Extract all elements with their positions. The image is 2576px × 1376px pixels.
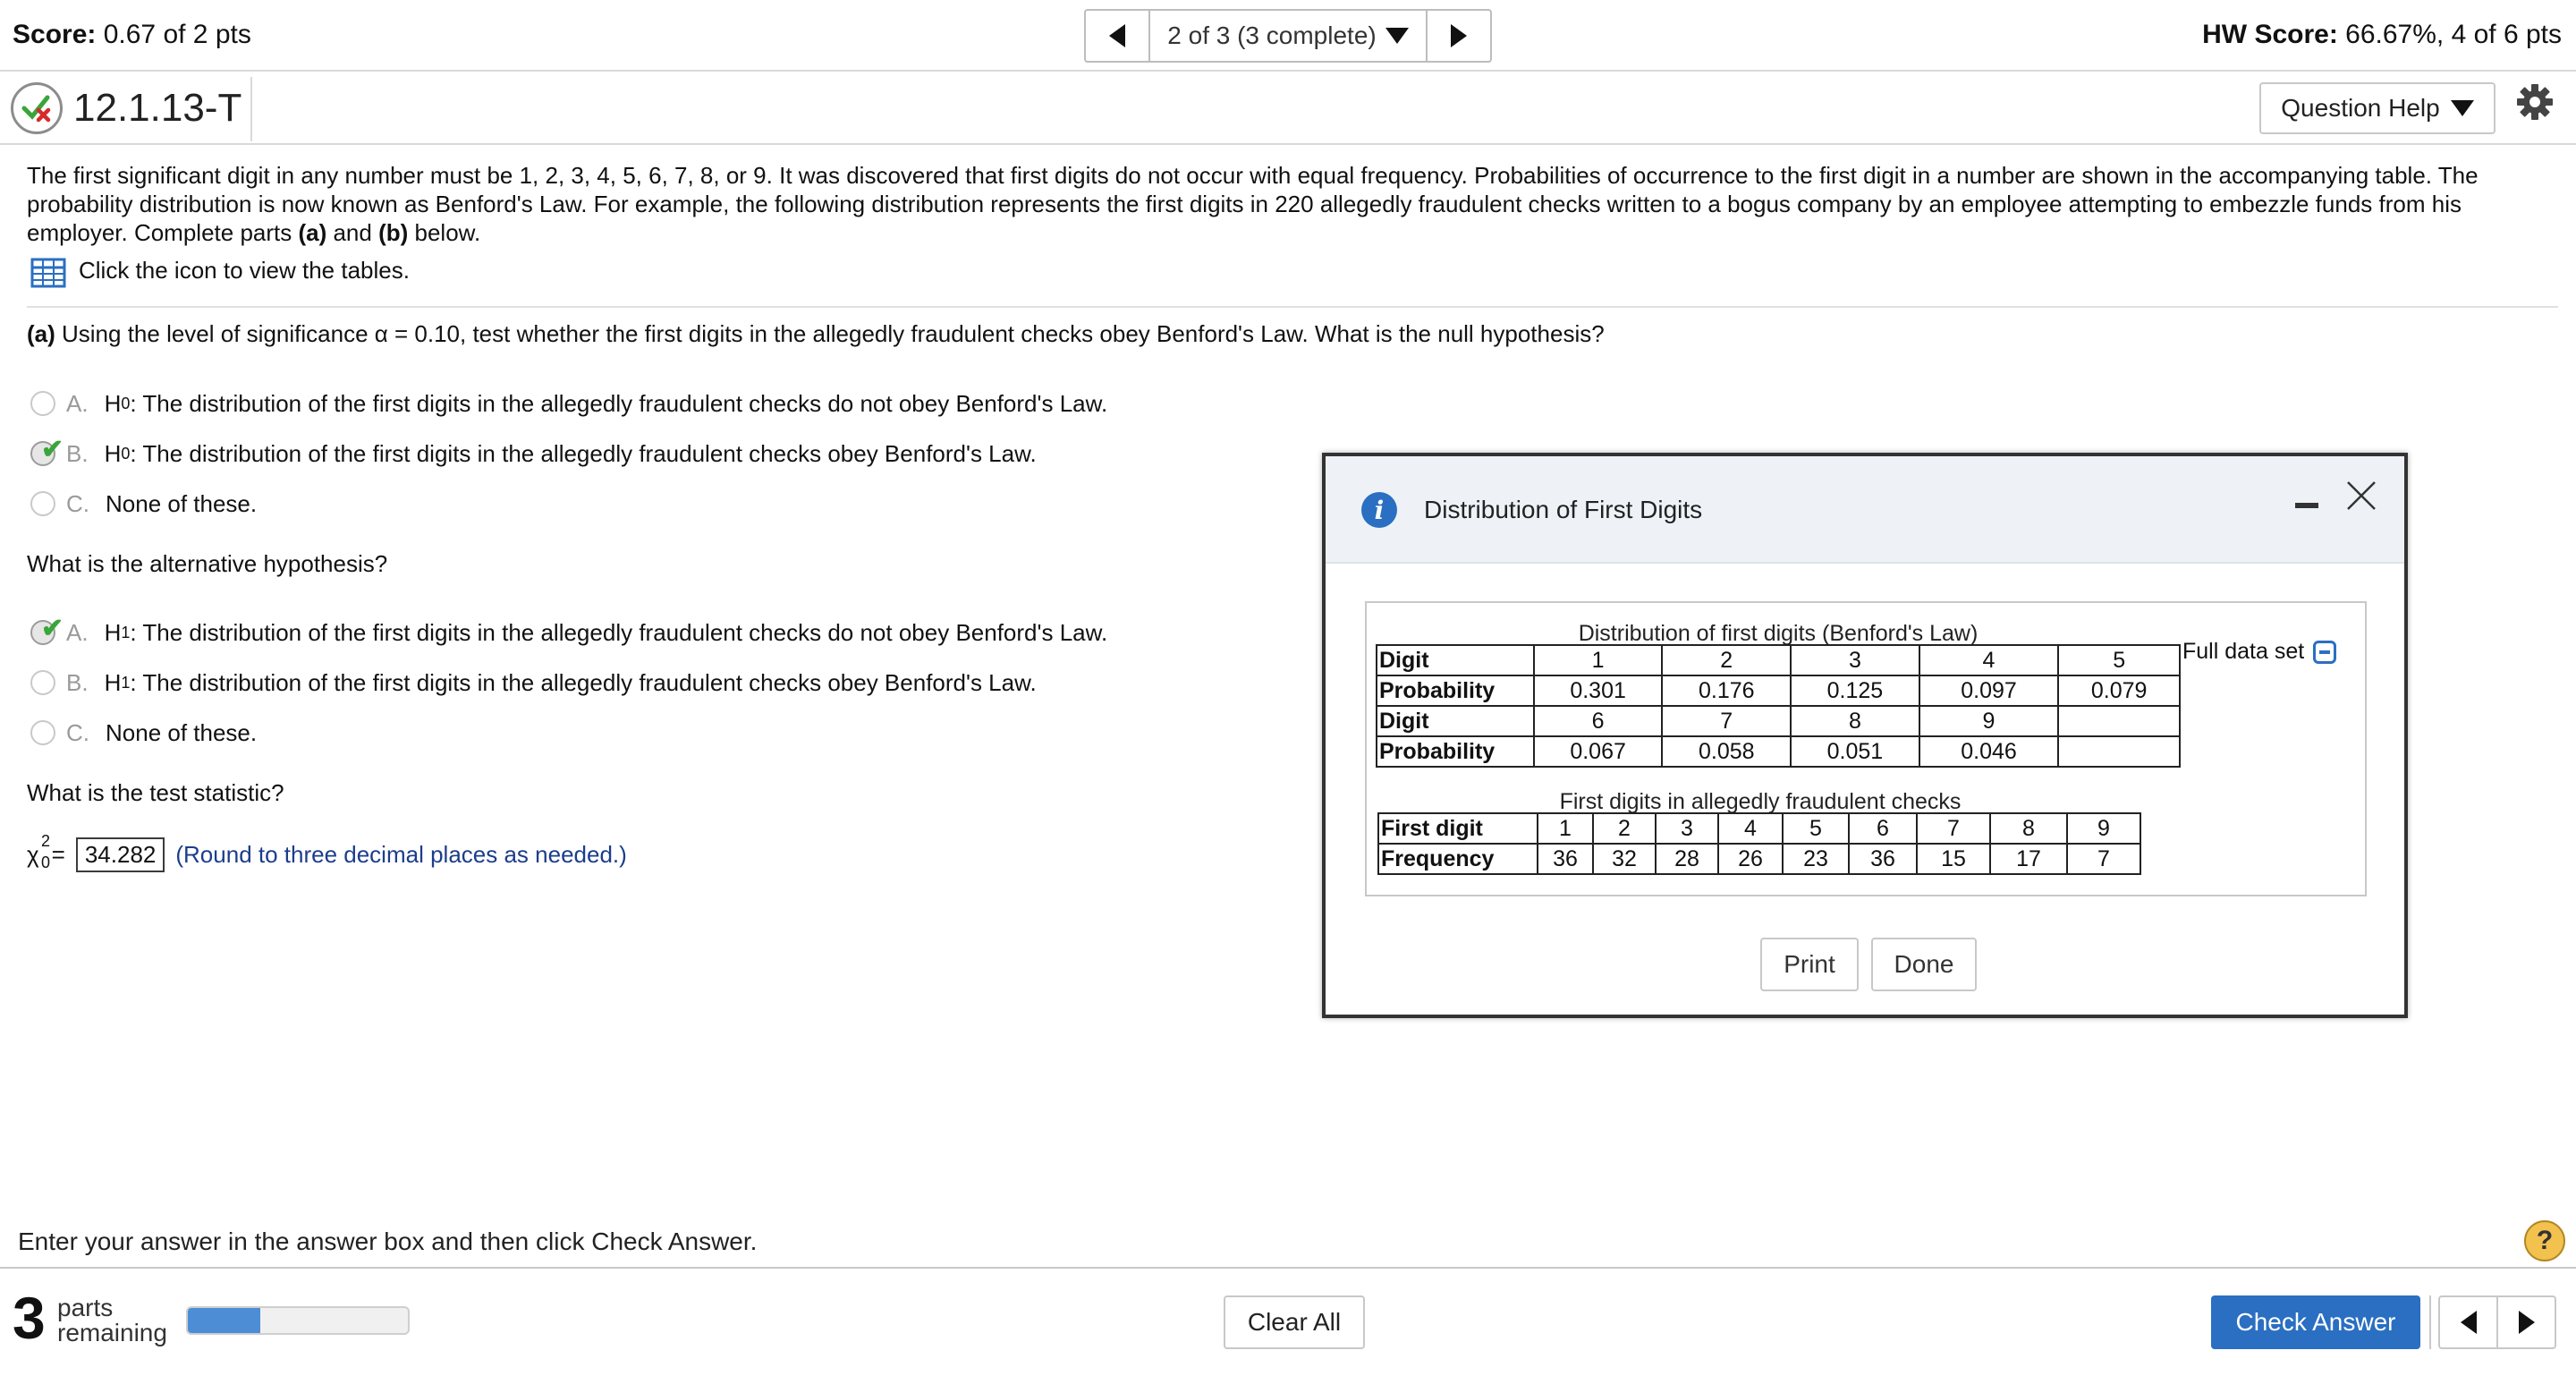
table-cell: 36 xyxy=(1849,844,1917,874)
option-h: H xyxy=(104,389,122,417)
table-cell: 3 xyxy=(1656,813,1718,844)
option-h: H xyxy=(104,439,122,467)
dialog-title: Distribution of First Digits xyxy=(1424,496,1703,523)
table-cell: Probability xyxy=(1377,736,1534,767)
test-statistic-answer-box[interactable]: 34.282 xyxy=(76,837,165,872)
option-text: : The distribution of the first digits in the allegedly fraudulent checks do not obey Benford's Law. xyxy=(130,618,1108,646)
table-cell: 23 xyxy=(1783,844,1849,874)
alt-option-a[interactable] xyxy=(30,614,1108,648)
table-cell: Digit xyxy=(1377,645,1534,675)
table-cell: 7 xyxy=(1662,706,1791,736)
table-row xyxy=(1377,645,2180,675)
rounding-note: (Round to three decimal places as needed.) xyxy=(175,841,627,868)
previous-question-button[interactable] xyxy=(2440,1297,2496,1347)
question-id: 12.1.13-T xyxy=(73,86,242,130)
radio-button[interactable] xyxy=(30,670,55,695)
hw-score-value: 66.67%, 4 of 6 pts xyxy=(2345,20,2562,49)
print-button[interactable]: Print xyxy=(1760,938,1859,991)
table-cell: 15 xyxy=(1917,844,1990,874)
table-cell: 2 xyxy=(1662,645,1791,675)
parts-remaining-count: 3 xyxy=(13,1285,46,1351)
next-question-button[interactable] xyxy=(2496,1297,2555,1347)
radio-button-selected[interactable] xyxy=(30,435,64,466)
table-cell: Probability xyxy=(1377,675,1534,706)
option-letter: C. xyxy=(66,718,89,746)
partial-credit-icon xyxy=(11,82,63,134)
progress-bar xyxy=(186,1306,410,1335)
option-h-sub: 0 xyxy=(121,394,131,412)
section-divider xyxy=(27,306,2558,308)
table-cell: 36 xyxy=(1538,844,1593,874)
score-label: Score: xyxy=(13,20,97,49)
table-cell: 9 xyxy=(1919,706,2059,736)
option-h-sub: 0 xyxy=(121,444,131,463)
chi-superscript: 2 xyxy=(41,832,51,850)
table-cell: 0.097 xyxy=(1919,675,2059,706)
distribution-dialog xyxy=(1322,453,2408,1018)
chi-letter: χ xyxy=(27,841,39,868)
done-button[interactable]: Done xyxy=(1871,938,1977,991)
table-cell: 2 xyxy=(1593,813,1656,844)
null-option-c[interactable] xyxy=(30,488,257,519)
table-cell: Frequency xyxy=(1378,844,1538,874)
hw-score-label: HW Score: xyxy=(2202,20,2338,49)
option-text: : The distribution of the first digits in the allegedly fraudulent checks do not obey Benford's Law. xyxy=(130,389,1108,417)
arrow-right-icon xyxy=(2519,1311,2535,1334)
option-letter: B. xyxy=(66,439,89,467)
question-help-button[interactable] xyxy=(2259,82,2496,134)
bottom-divider xyxy=(0,1267,2576,1269)
table-cell: 8 xyxy=(1990,813,2067,844)
previous-question-button[interactable] xyxy=(1086,11,1148,61)
table-cell: 6 xyxy=(1534,706,1663,736)
check-icon: ✔ xyxy=(41,435,64,464)
header-divider xyxy=(250,77,252,141)
null-option-a[interactable] xyxy=(30,388,1107,419)
table-cell xyxy=(2058,706,2180,736)
arrow-right-icon xyxy=(1451,24,1467,47)
table-cell: 6 xyxy=(1849,813,1917,844)
question-intro xyxy=(27,161,2496,247)
table-icon[interactable] xyxy=(30,258,66,288)
table-row xyxy=(1377,706,2180,736)
bottom-question-navigator xyxy=(2438,1295,2556,1349)
option-letter: B. xyxy=(66,668,89,696)
table-cell: 7 xyxy=(1917,813,1990,844)
dialog-header xyxy=(1326,456,2404,564)
answer-instruction: Enter your answer in the answer box and then click Check Answer. xyxy=(18,1227,758,1255)
table-row xyxy=(1377,736,2180,767)
top-bar xyxy=(0,0,2576,72)
option-h: H xyxy=(104,668,122,696)
question-help-label: Question Help xyxy=(2281,94,2440,122)
part-a-label: (a) xyxy=(27,320,55,347)
table-cell: 9 xyxy=(2067,813,2140,844)
full-data-set-label: Full data set xyxy=(2182,639,2305,664)
question-navigator xyxy=(1084,9,1492,63)
radio-button[interactable] xyxy=(30,391,55,416)
table-cell: 4 xyxy=(1919,645,2059,675)
info-icon: i xyxy=(1361,492,1397,528)
question-header xyxy=(0,73,2576,145)
table-cell: 3 xyxy=(1791,645,1919,675)
table-cell: 17 xyxy=(1990,844,2067,874)
score-value: 0.67 of 2 pts xyxy=(103,20,251,49)
benford-table-caption: Distribution of first digits (Benford's Law) xyxy=(1578,621,1979,646)
remaining-label: remaining xyxy=(57,1319,167,1346)
radio-button[interactable] xyxy=(30,720,55,745)
arrow-left-icon xyxy=(1109,24,1125,47)
table-cell: 0.067 xyxy=(1534,736,1663,767)
table-cell: 0.051 xyxy=(1791,736,1919,767)
caret-down-icon xyxy=(2451,100,2474,116)
alt-option-c[interactable] xyxy=(30,718,257,748)
table-cell: 26 xyxy=(1718,844,1783,874)
table-cell: 5 xyxy=(1783,813,1849,844)
score-display xyxy=(13,20,251,50)
clear-all-button[interactable]: Clear All xyxy=(1224,1295,1365,1349)
option-h: H xyxy=(104,618,122,646)
option-letter: A. xyxy=(66,389,89,417)
full-data-set-link[interactable] xyxy=(2182,639,2336,665)
intro-part-a: (a) xyxy=(298,219,327,246)
intro-text: The first significant digit in any number must be 1, 2, 3, 4, 5, 6, 7, 8, or 9. It was discovered that first digits do not occur with equal frequency. Probabilities of occurrence to the first digit in a number are shown in the accompanying table. The probability distribution is now known as Benford's Law. For example, the following distribution represents the first digits in 220 allegedly fraudulent checks written to a bogus company by an employee attempting to embezzle funds from his employer. Complete parts xyxy=(27,162,2479,246)
help-icon[interactable]: ? xyxy=(2524,1220,2565,1261)
option-letter: A. xyxy=(66,618,89,646)
option-text: None of these. xyxy=(106,489,258,517)
table-cell: 8 xyxy=(1791,706,1919,736)
option-h-sub: 1 xyxy=(121,623,131,641)
option-text: : The distribution of the first digits in the allegedly fraudulent checks obey Benford's Law. xyxy=(130,439,1037,467)
table-row xyxy=(1377,675,2180,706)
option-h-sub: 1 xyxy=(121,673,131,692)
null-option-b[interactable] xyxy=(30,435,1037,469)
arrow-left-icon xyxy=(2461,1311,2477,1334)
bottom-nav-divider xyxy=(2429,1295,2431,1349)
radio-button-selected[interactable] xyxy=(30,614,64,645)
dialog-tables xyxy=(1365,601,2367,896)
table-cell: 0.125 xyxy=(1791,675,1919,706)
table-cell xyxy=(2058,736,2180,767)
table-cell: First digit xyxy=(1378,813,1538,844)
table-cell: 0.058 xyxy=(1662,736,1791,767)
chi-symbol xyxy=(27,832,51,871)
table-row xyxy=(1378,844,2140,874)
table-cell: 1 xyxy=(1538,813,1593,844)
checks-table xyxy=(1377,812,2141,875)
test-statistic-row xyxy=(27,832,627,872)
table-cell: 7 xyxy=(2067,844,2140,874)
checks-table-caption: First digits in allegedly fraudulent checks xyxy=(1559,789,1962,814)
close-icon[interactable] xyxy=(2345,480,2377,512)
question-selector-label: 2 of 3 (3 complete) xyxy=(1167,21,1377,49)
click-tables-text: Click the icon to view the tables. xyxy=(79,257,410,284)
hw-score-display xyxy=(2202,20,2562,50)
gear-icon[interactable] xyxy=(2515,82,2555,122)
alt-option-b[interactable] xyxy=(30,667,1037,698)
progress-bar-fill xyxy=(188,1308,260,1333)
part-a-prompt xyxy=(27,319,1605,348)
radio-button[interactable] xyxy=(30,491,55,516)
table-cell: 0.046 xyxy=(1919,736,2059,767)
intro-and: and xyxy=(326,219,379,246)
table-cell: 1 xyxy=(1534,645,1663,675)
chi-equals: = xyxy=(51,841,65,868)
table-row xyxy=(1378,813,2140,844)
intro-part-b: (b) xyxy=(378,219,409,246)
benford-table xyxy=(1376,644,2181,768)
table-cell: 0.079 xyxy=(2058,675,2180,706)
chi-subscript: 0 xyxy=(41,854,51,871)
copy-data-icon[interactable] xyxy=(2313,641,2336,664)
table-cell: 28 xyxy=(1656,844,1718,874)
part-a-text: Using the level of significance α = 0.10, test whether the first digits in the allegedly fraudulent checks obey Benford's Law. What is the null hypothesis? xyxy=(55,320,1605,347)
option-text: : The distribution of the first digits in the allegedly fraudulent checks obey Benford's Law. xyxy=(130,668,1037,696)
question-selector[interactable] xyxy=(1148,11,1428,61)
parts-label: parts xyxy=(57,1294,114,1321)
alt-hypothesis-prompt: What is the alternative hypothesis? xyxy=(27,550,388,577)
table-cell: Digit xyxy=(1377,706,1534,736)
intro-end: below. xyxy=(408,219,481,246)
caret-down-icon xyxy=(1385,28,1409,44)
table-cell: 32 xyxy=(1593,844,1656,874)
table-cell: 0.176 xyxy=(1662,675,1791,706)
next-question-button[interactable] xyxy=(1428,11,1490,61)
option-text: None of these. xyxy=(106,718,258,746)
test-statistic-prompt: What is the test statistic? xyxy=(27,779,284,806)
table-cell: 0.301 xyxy=(1534,675,1663,706)
check-icon: ✔ xyxy=(41,614,64,643)
option-letter: C. xyxy=(66,489,89,517)
table-cell: 4 xyxy=(1718,813,1783,844)
table-cell: 5 xyxy=(2058,645,2180,675)
check-answer-button[interactable]: Check Answer xyxy=(2211,1295,2420,1349)
minimize-icon[interactable] xyxy=(2295,503,2318,508)
